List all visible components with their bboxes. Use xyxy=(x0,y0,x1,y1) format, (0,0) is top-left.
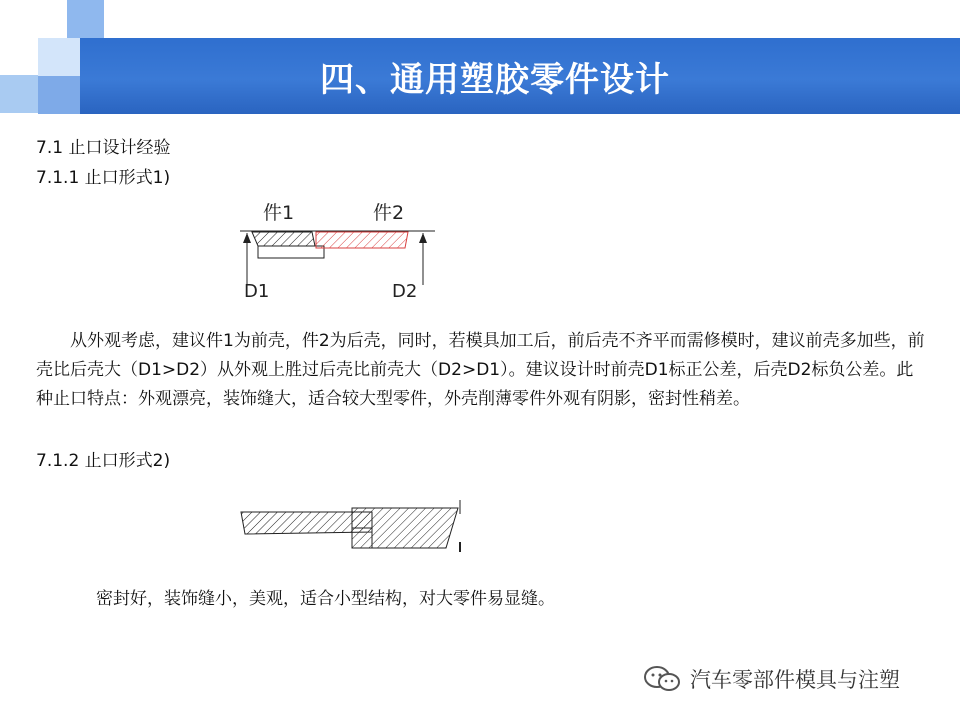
section-heading: 7.1 止口设计经验 xyxy=(36,138,171,158)
d2-label: D2 xyxy=(392,281,418,302)
watermark xyxy=(642,662,900,696)
part1-label: 件1 xyxy=(263,202,295,224)
part2-label: 件2 xyxy=(373,202,405,224)
slide-title: 四、通用塑胶零件设计 xyxy=(320,60,670,100)
paragraph-form2: 密封好，装饰缝小，美观，适合小型结构，对大零件易显缝。 xyxy=(96,589,555,609)
part-right-shape xyxy=(352,508,458,548)
watermark-text: 汽车零部件模具与注塑 xyxy=(690,668,900,692)
d1-label: D1 xyxy=(244,281,270,302)
paragraph-form1: 从外观考虑，建议件1为前壳，件2为后壳，同时，若模具加工后，前后壳不齐平而需修模时，建议前壳多加些，前壳比后壳大（D1>D2）从外观上胜过后壳比前壳大（D2>D1）。建议设计时前壳D1标正公差，后壳D2标负公差。此种止口特点：外观漂亮，装饰缝大，适合较大型零件，外壳削薄零件外观有阴影，密封性稍差。 xyxy=(36,331,925,409)
subsection-heading-2: 7.1.2 止口形式2) xyxy=(36,451,171,471)
subsection-heading-1: 7.1.1 止口形式1) xyxy=(36,168,171,188)
wechat-icon xyxy=(642,664,682,694)
